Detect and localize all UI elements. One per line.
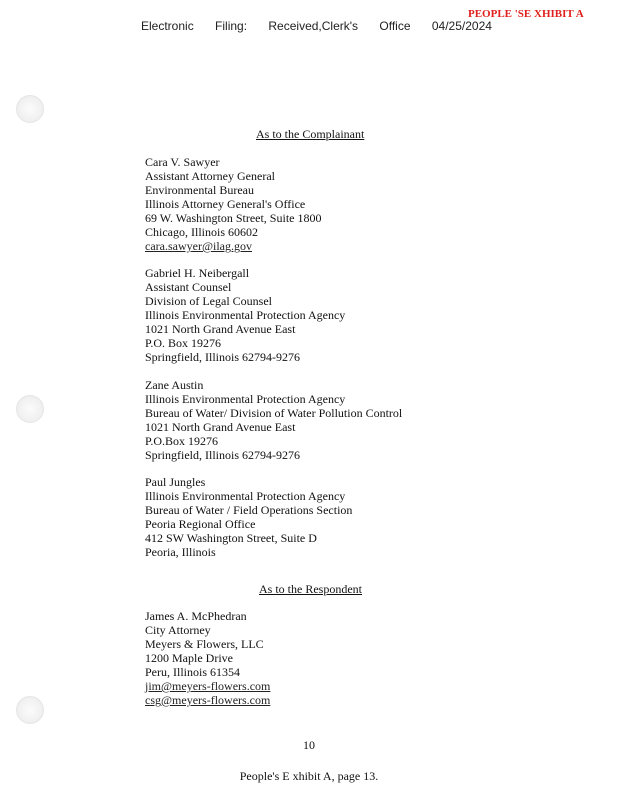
contact-line: Assistant Attorney General	[145, 169, 275, 183]
contact-line: 69 W. Washington Street, Suite 1800	[145, 211, 322, 225]
contact-line: Meyers & Flowers, LLC	[145, 637, 264, 651]
contact-line: P.O. Box 19276	[145, 336, 222, 350]
punch-hole-mark	[16, 95, 44, 123]
header-electronic: Electronic	[141, 19, 194, 33]
contact-line: Illinois Attorney General's Office	[145, 197, 306, 211]
contact-line: Bureau of Water / Field Operations Section	[145, 503, 353, 517]
contact-line: City Attorney	[145, 623, 211, 637]
contact-line: Paul Jungles	[145, 475, 206, 489]
contact-line: Peoria Regional Office	[145, 517, 256, 531]
contact-line: Assistant Counsel	[145, 280, 232, 294]
contact-line: Peru, Illinois 61354	[145, 665, 240, 679]
email-link[interactable]: jim@meyers-flowers.com	[145, 679, 271, 693]
contact-line: Springfield, Illinois 62794-9276	[145, 448, 300, 462]
exhibit-stamp: PEOPLE 'SE XHIBIT A	[468, 8, 584, 20]
exhibit-page-reference: People's E xhibit A, page 13.	[239, 769, 379, 783]
contact-block-neibergall	[145, 266, 345, 364]
contact-block-sawyer	[145, 155, 321, 253]
respondent-heading: As to the Respondent	[259, 582, 362, 596]
contact-line: 1200 Maple Drive	[145, 651, 233, 665]
contact-block-mcphedran	[145, 609, 270, 707]
contact-line: James A. McPhedran	[145, 609, 247, 623]
contact-line: 412 SW Washington Street, Suite D	[145, 531, 317, 545]
contact-line: Illinois Environmental Protection Agency	[145, 489, 346, 503]
page-number: 10	[303, 738, 315, 752]
contact-line: Chicago, Illinois 60602	[145, 225, 258, 239]
contact-line: P.O.Box 19276	[145, 434, 219, 448]
contact-line: Gabriel H. Neibergall	[145, 266, 250, 280]
contact-line: 1021 North Grand Avenue East	[145, 322, 296, 336]
contact-line: Peoria, Illinois	[145, 545, 216, 559]
contact-line: 1021 North Grand Avenue East	[145, 420, 296, 434]
contact-line: Illinois Environmental Protection Agency	[145, 392, 346, 406]
contact-line: Division of Legal Counsel	[145, 294, 272, 308]
contact-line: Cara V. Sawyer	[145, 155, 220, 169]
email-link[interactable]: csg@meyers-flowers.com	[145, 693, 271, 707]
punch-hole-mark	[16, 395, 44, 423]
header-filing: Filing:	[215, 19, 248, 33]
contact-line: Zane Austin	[145, 378, 204, 392]
contact-block-jungles	[145, 475, 352, 559]
email-link[interactable]: cara.sawyer@ilag.gov	[145, 239, 253, 253]
contact-line: Bureau of Water/ Division of Water Pollution Control	[145, 406, 403, 420]
punch-hole-mark	[16, 696, 44, 724]
complainant-heading: As to the Complainant	[256, 127, 365, 141]
contact-line: Springfield, Illinois 62794-9276	[145, 350, 300, 364]
filing-header	[141, 19, 510, 33]
contact-line: Illinois Environmental Protection Agency	[145, 308, 346, 322]
header-office: Office	[379, 19, 411, 33]
header-received: Received,Clerk's	[268, 19, 359, 33]
header-date: 04/25/2024	[431, 19, 492, 33]
contact-block-austin	[145, 378, 402, 462]
contact-line: Environmental Bureau	[145, 183, 254, 197]
